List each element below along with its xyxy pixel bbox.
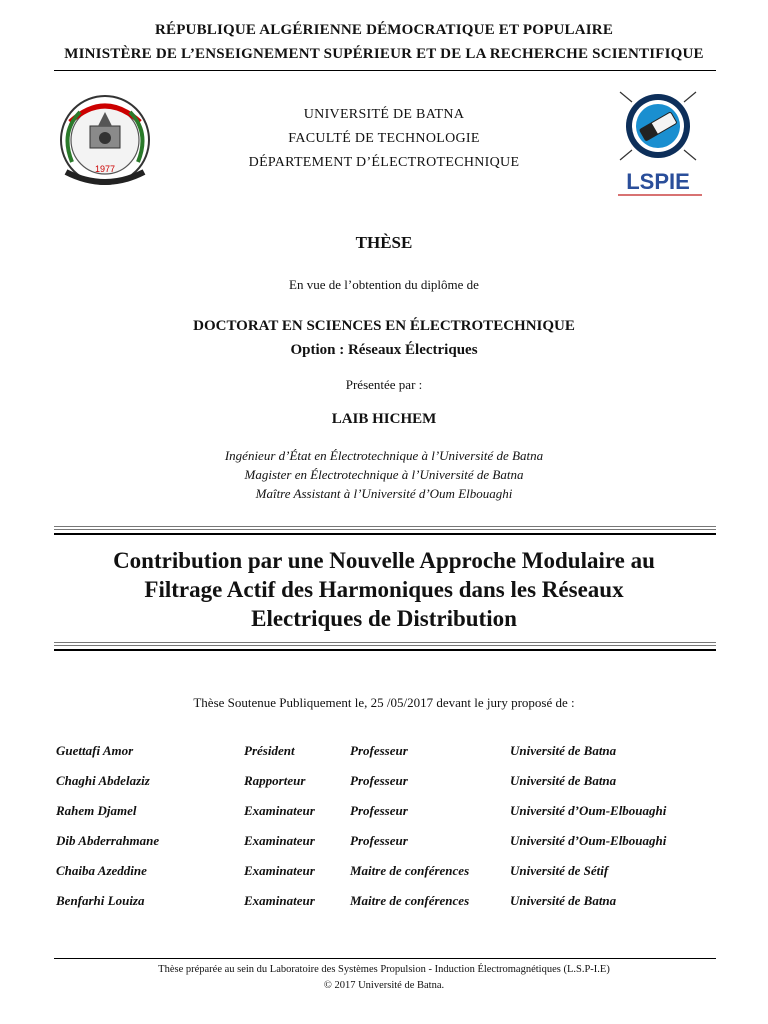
defense-statement: Thèse Soutenue Publiquement le, 25 /05/2017 devant le jury proposé de : [193,695,575,710]
jury-university: Université d’Oum-Elbouaghi [510,833,667,848]
jury-name: Dib Abderrahmane [56,833,160,848]
republic-header: RÉPUBLIQUE ALGÉRIENNE DÉMOCRATIQUE ET POPULAIRE [154,22,614,38]
author-qualifications [0,446,768,503]
jury-row [56,893,736,913]
presented-by: Présentée par : [345,377,423,392]
jury-row [56,833,736,853]
jury-name: Benfarhi Louiza [56,893,145,908]
jury-university: Université de Sétif [510,863,609,878]
thesis-title-line: Filtrage Actif des Harmoniques dans les Réseaux [144,577,624,602]
jury-grade: Maitre de conférences [350,893,470,908]
jury-role: Examinateur [244,863,315,878]
footer-lab: Thèse préparée au sein du Laboratoire des Systèmes Propulsion - Induction Électromagnétiques (L.S.P-I.E) [158,964,610,975]
ministry-header: MINISTÈRE DE L’ENSEIGNEMENT SUPÉRIEUR ET DE LA RECHERCHE SCIENTIFIQUE [64,46,704,62]
title-bottom-rule [54,642,716,651]
jury-grade: Professeur [350,803,408,818]
diploma-title: DOCTORAT EN SCIENCES EN ÉLECTROTECHNIQUE [193,318,575,334]
jury-university: Université d’Oum-Elbouaghi [510,803,667,818]
department-name: DÉPARTEMENT D’ÉLECTROTECHNIQUE [248,155,520,170]
jury-university: Université de Batna [510,893,617,908]
jury-row [56,743,736,763]
university-name: UNIVERSITÉ DE BATNA [303,107,465,122]
jury-university: Université de Batna [510,773,617,788]
jury-row [56,863,736,883]
jury-role: Examinateur [244,833,315,848]
jury-grade: Professeur [350,833,408,848]
svg-text:1977: 1977 [94,164,116,174]
jury-row [56,803,736,823]
jury-row [56,773,736,793]
qualification-line: Ingénieur d’État en Électrotechnique à l’Université de Batna [224,448,544,463]
title-top-rule [54,526,716,535]
jury-name: Guettafi Amor [56,743,134,758]
jury-role: Président [244,743,295,758]
qualification-line: Magister en Électrotechnique à l’Université de Batna [244,467,524,482]
thesis-title [0,546,768,633]
footer-copyright: © 2017 Université de Batna. [323,980,445,991]
jury-role: Examinateur [244,803,315,818]
diploma-option: Option : Réseaux Électriques [290,342,478,358]
jury-name: Rahem Djamel [56,803,137,818]
footer-rule [54,958,716,959]
author-name: LAIB HICHEM [331,411,437,427]
thesis-title-line: Electriques de Distribution [251,606,517,631]
svg-text:LSPIE: LSPIE [626,169,690,194]
faculty-name: FACULTÉ DE TECHNOLOGIE [288,131,480,146]
jury-role: Examinateur [244,893,315,908]
jury-role: Rapporteur [244,773,306,788]
qualification-line: Maître Assistant à l’Université d’Oum Elbouaghi [255,486,513,501]
jury-grade: Maitre de conférences [350,863,470,878]
jury-grade: Professeur [350,773,408,788]
jury-grade: Professeur [350,743,408,758]
jury-name: Chaghi Abdelaziz [56,773,150,788]
thesis-title-line: Contribution par une Nouvelle Approche Modulaire au [113,548,655,573]
these-label: THÈSE [355,233,413,252]
jury-name: Chaiba Azeddine [56,863,147,878]
diploma-purpose: En vue de l’obtention du diplôme de [289,277,479,292]
jury-university: Université de Batna [510,743,617,758]
header-rule [54,70,716,71]
